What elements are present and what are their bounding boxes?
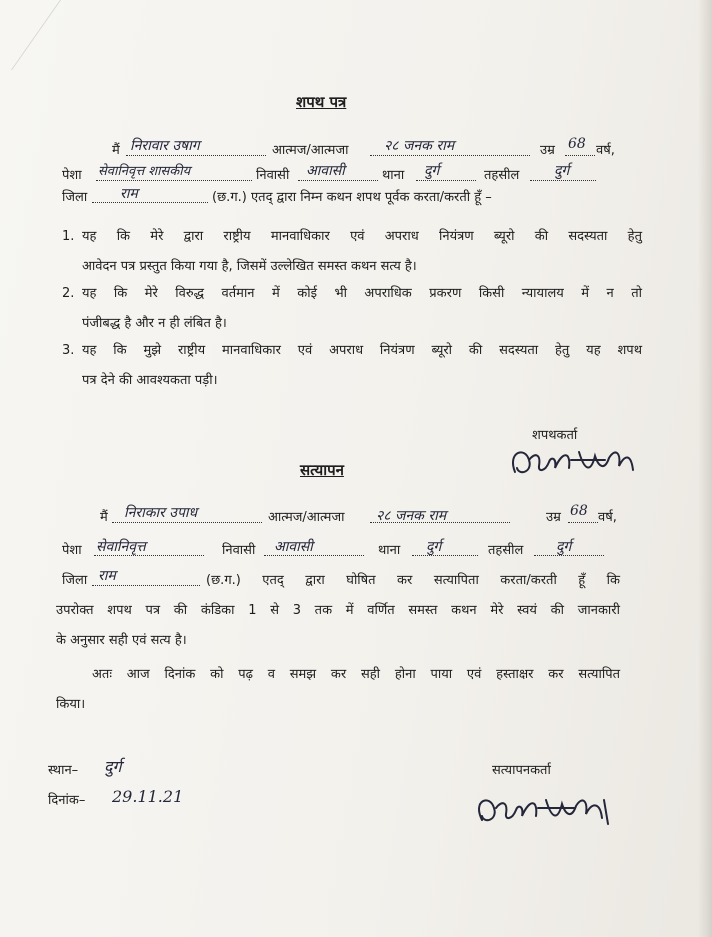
page-edge-shadow <box>698 0 712 937</box>
occupation-dots <box>96 180 252 181</box>
verification-age-label: उम्र <box>546 510 561 525</box>
point-line2: आवेदन पत्र प्रस्तुत किया गया है, जिसमें उल्लेखित समस्त कथन सत्य है। <box>82 259 417 274</box>
name-dots <box>126 155 266 156</box>
verifier-label: सत्यापनकर्ता <box>492 763 551 778</box>
verification-age-hw: 68 <box>570 503 588 519</box>
affidavit-main-label: मैं <box>112 143 120 158</box>
police-dots <box>412 555 478 556</box>
affidavit-signer-label: शपथकर्ता <box>532 428 578 443</box>
age-dots <box>565 155 595 156</box>
affidavit-residence-label: निवासी <box>256 168 290 183</box>
point-number: 1. <box>62 229 75 244</box>
verification-district-hw: राम <box>98 568 116 584</box>
affidavit-residence-hw: आवासी <box>306 163 345 179</box>
verification-name-hw: निराकार उपाध <box>124 505 198 521</box>
point-line1: यह कि मेरे द्वारा राष्ट्रीय मानवाधिकार एवं अपराध नियंत्रण ब्यूरो की सदस्यता हेतु <box>82 229 642 244</box>
point-number: 2. <box>62 286 75 301</box>
affidavit-police-label: थाना <box>382 168 405 183</box>
verification-body-line5: के अनुसार सही एवं सत्य है। <box>56 633 187 648</box>
affidavit-age-suffix: वर्ष, <box>596 143 615 158</box>
point-line2: पत्र देने की आवश्यकता पड़ी। <box>82 373 218 388</box>
age-dots <box>568 522 598 523</box>
name-dots <box>112 522 262 523</box>
verification-tehsil-label: तहसील <box>488 543 524 558</box>
point-line2: पंजीबद्ध है और न ही लंबित है। <box>82 316 227 331</box>
affidavit-age-hw: 68 <box>568 136 586 152</box>
verification-residence-label: निवासी <box>222 543 256 558</box>
point-line1: यह कि मेरे विरुद्ध वर्तमान में कोई भी अपराधिक प्रकरण किसी न्यायालय में न तो <box>82 286 642 301</box>
verification-body-line4: उपरोक्त शपथ पत्र की कंडिका 1 से 3 तक में वर्णित समस्त कथन मेरे स्वयं की जानकारी <box>56 603 620 618</box>
affidavit-district-label: जिला <box>62 190 88 205</box>
point-number: 3. <box>62 343 75 358</box>
affidavit-tehsil-label: तहसील <box>484 168 520 183</box>
verification-title: सत्यापन <box>300 461 344 479</box>
place-hw: दुर्ग <box>104 757 122 776</box>
verification-police-hw: दुर्ग <box>426 539 442 555</box>
page-crease <box>0 0 61 70</box>
police-dots <box>416 180 476 181</box>
affidavit-name-hw: निरावार उषाग <box>130 138 200 154</box>
affidavit-tehsil-hw: दुर्ग <box>554 163 570 179</box>
affidavit-occupation-hw: सेवानिवृत्त शासकीय <box>98 164 191 179</box>
verification-father-hw: २८ जनक राम <box>376 508 447 524</box>
place-label: स्थान– <box>48 763 79 778</box>
affidavit-father-hw: २८ जनक राम <box>384 138 455 154</box>
verification-signature <box>470 788 620 834</box>
verification-relation-label: आत्मज/आत्मजा <box>268 510 345 525</box>
verification-closing-line2: किया। <box>56 697 86 712</box>
affidavit-point <box>62 336 642 396</box>
tehsil-dots <box>530 180 596 181</box>
verification-tehsil-hw: दुर्ग <box>556 539 572 555</box>
verification-occupation-hw: सेवानिवृत्त <box>96 539 146 555</box>
affidavit-district-hw: राम <box>120 186 138 202</box>
verification-occupation-label: पेशा <box>62 543 82 558</box>
verification-closing-line1: अतः आज दिनांक को पढ़ व समझ कर सही होना पाया एवं हस्ताक्षर कर सत्यापित <box>92 667 620 682</box>
affidavit-relation-label: आत्मज/आत्मजा <box>272 143 349 158</box>
verification-line3-rest: (छ.ग.) एतद् द्वारा घोषित कर सत्यापिता करता/करती हूँ कि <box>206 573 620 588</box>
date-label: दिनांक– <box>48 793 86 808</box>
father-dots <box>370 155 530 156</box>
district-dots <box>92 585 200 586</box>
affidavit-title: शपथ पत्र <box>296 93 347 111</box>
verification-district-label: जिला <box>62 573 88 588</box>
verification-residence-hw: आवासी <box>274 539 313 555</box>
affidavit-intro-rest: (छ.ग.) एतद् द्वारा निम्न कथन शपथ पूर्वक करता/करती हूँ – <box>212 190 492 205</box>
date-hw: 29.11.21 <box>112 787 184 806</box>
affidavit-occupation-label: पेशा <box>62 168 82 183</box>
affidavit-police-hw: दुर्ग <box>424 163 440 179</box>
verification-age-suffix: वर्ष, <box>598 510 617 525</box>
residence-dots <box>298 180 378 181</box>
affidavit-point <box>62 222 642 282</box>
district-dots <box>92 202 208 203</box>
affidavit-signature <box>505 442 645 484</box>
verification-main-label: मैं <box>100 510 108 525</box>
verification-police-label: थाना <box>378 543 401 558</box>
affidavit-point <box>62 279 642 339</box>
point-line1: यह कि मुझे राष्ट्रीय मानवाधिकार एवं अपराध नियंत्रण ब्यूरो की सदस्यता हेतु यह शपथ <box>82 343 642 358</box>
affidavit-age-label: उम्र <box>540 143 555 158</box>
